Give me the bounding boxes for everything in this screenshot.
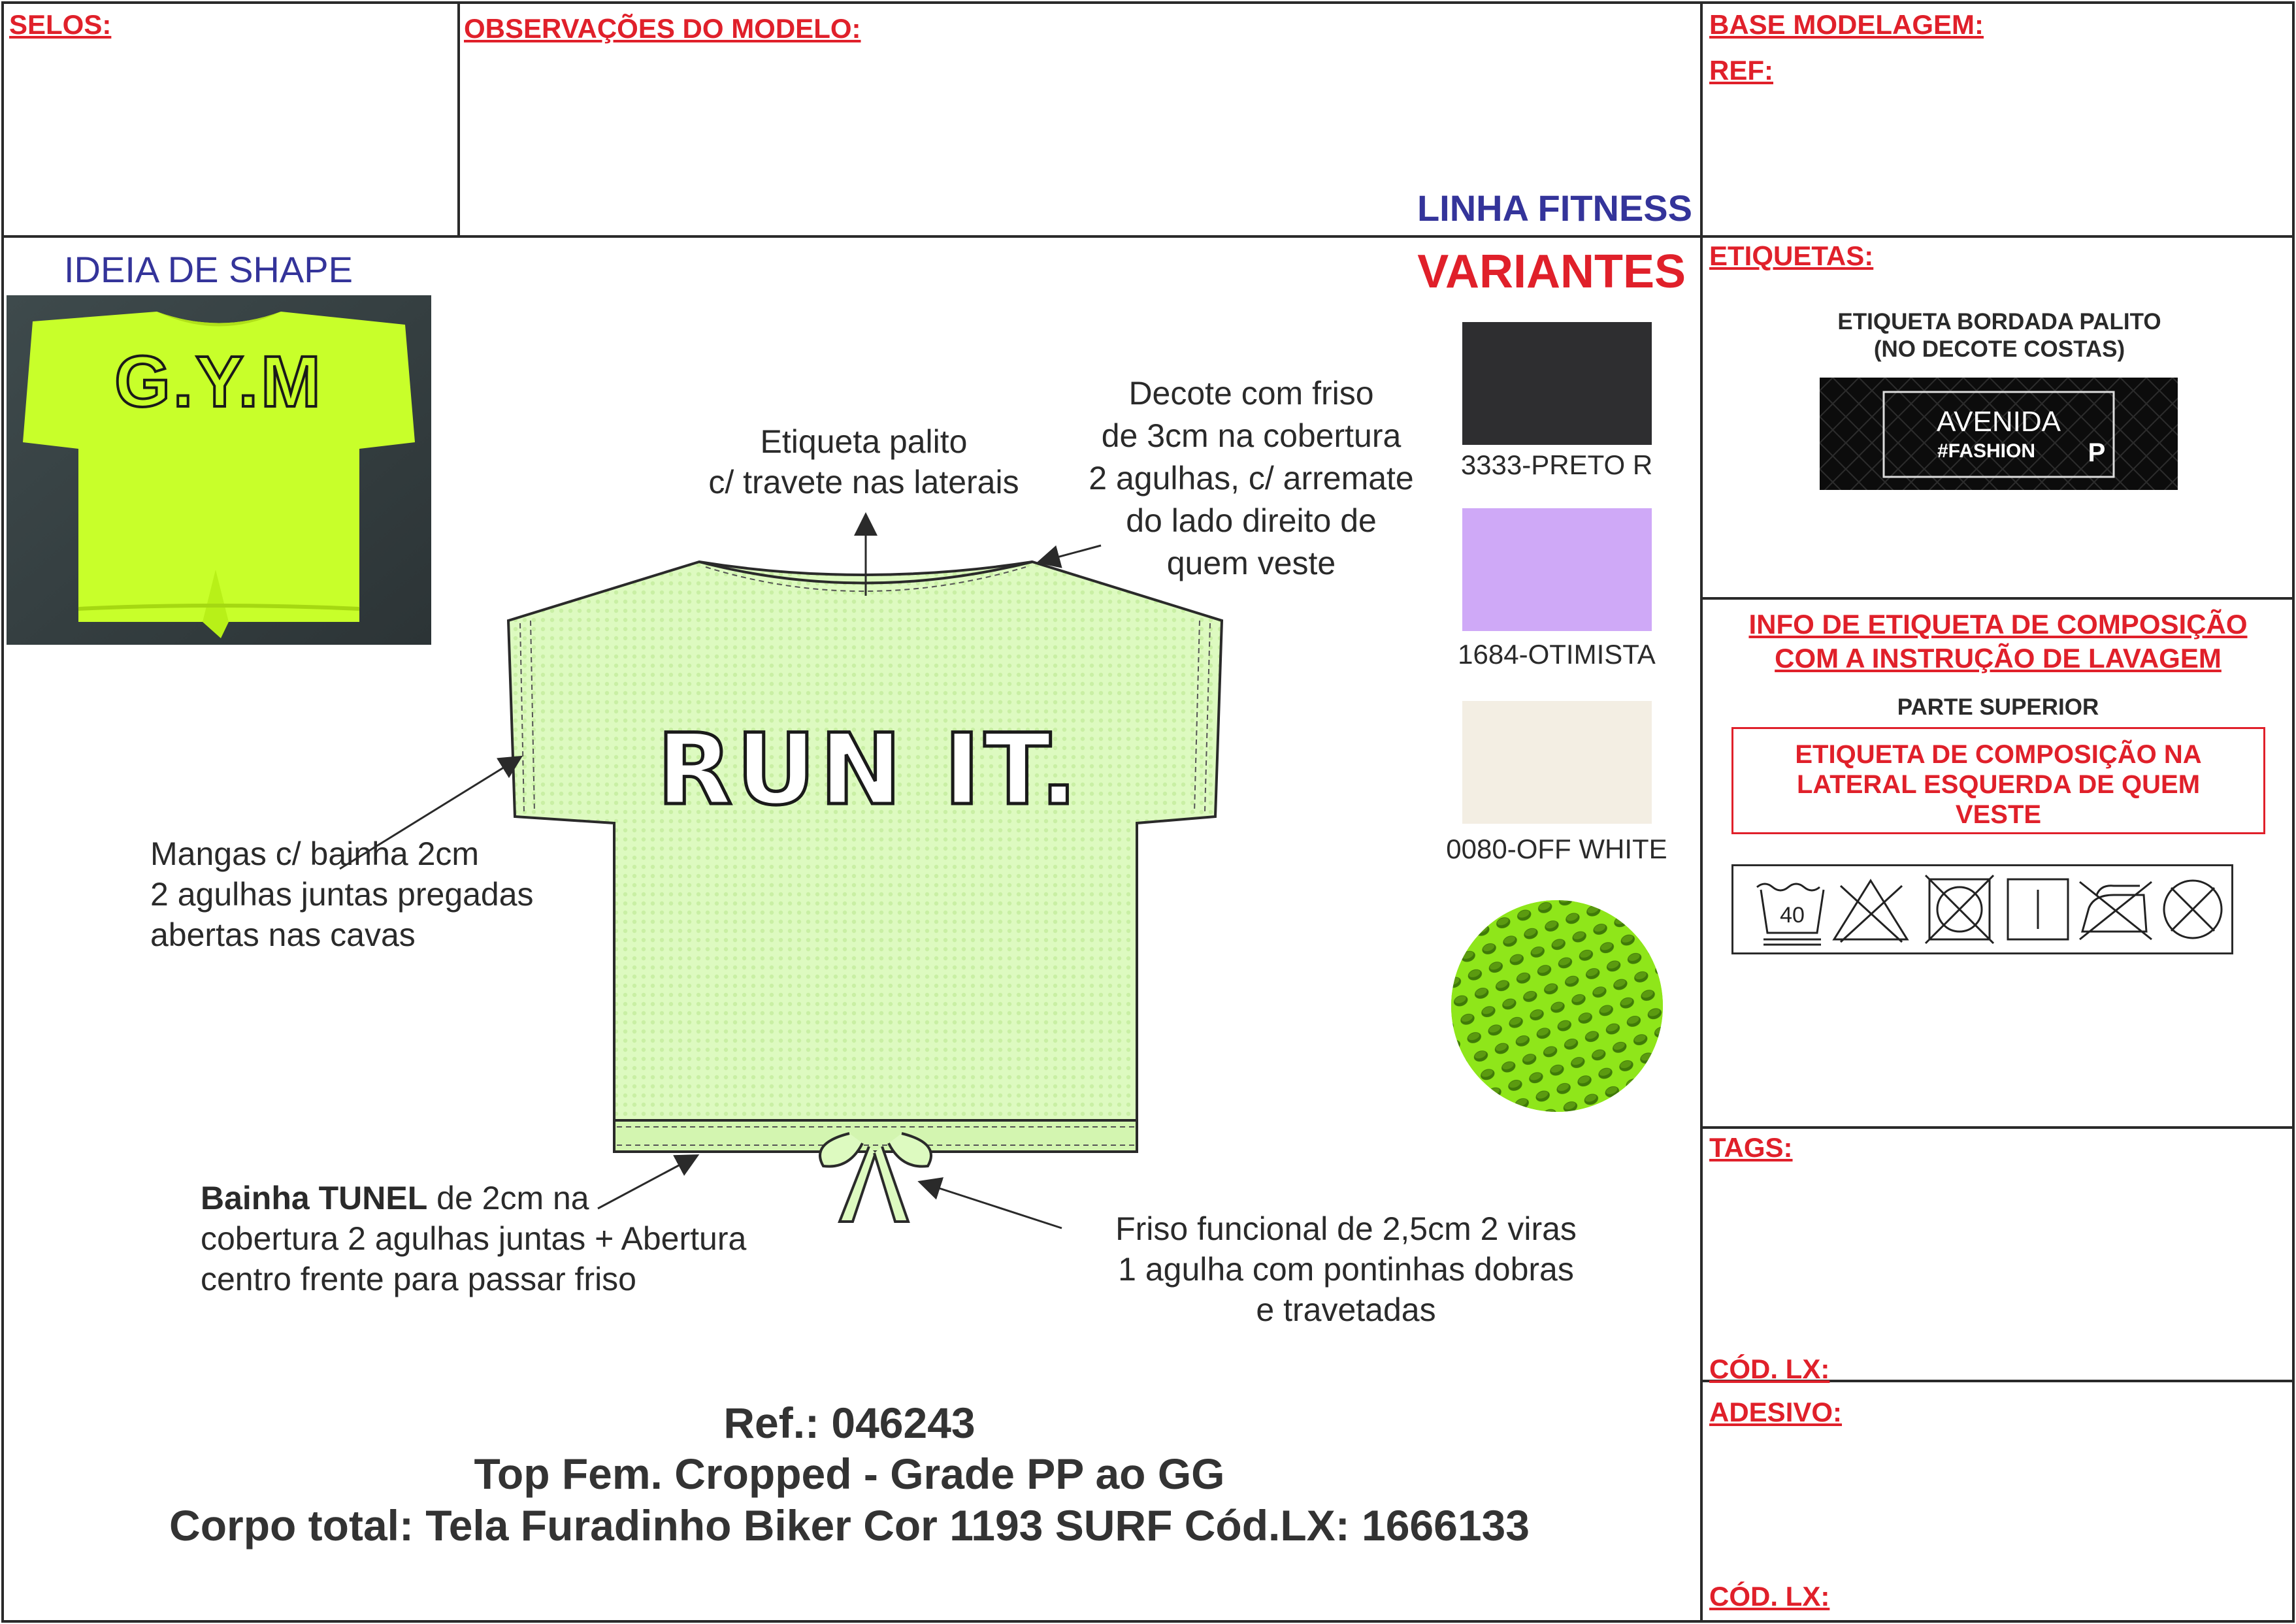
garment-print-text: RUN IT. (657, 713, 1081, 827)
note-friso: Friso funcional de 2,5cm 2 viras 1 agulha com pontinhas dobras e travetadas (1115, 1210, 1577, 1328)
etiquetas-label: ETIQUETAS: (1709, 240, 1874, 271)
no-dry-clean-icon (2157, 866, 2229, 954)
care-symbols (1731, 864, 2233, 954)
footer-ref: Ref.: 046243 (723, 1399, 976, 1447)
cod-lx-label-2: CÓD. LX: (1709, 1581, 1830, 1612)
footer-body: Corpo total: Tela Furadinho Biker Cor 1193 SURF Cód.LX: 1666133 (169, 1501, 1530, 1550)
note-mangas: Mangas c/ bainha 2cm 2 agulhas juntas pregadas abertas nas cavas (150, 836, 534, 953)
divider-sidebar-2 (1700, 597, 2295, 600)
divider-sidebar-1 (1700, 235, 2295, 238)
observacoes-label: OBSERVAÇÕES DO MODELO: (464, 13, 861, 44)
wash-40-icon (1752, 866, 1834, 954)
base-modelagem-label: BASE MODELAGEM: (1709, 9, 1984, 40)
swatch-off-white (1462, 701, 1652, 824)
parte-superior-label: PARTE SUPERIOR (1897, 694, 2099, 720)
line-dry-icon (2001, 866, 2073, 954)
no-iron-icon (2075, 866, 2157, 954)
note-decote: Decote com friso de 3cm na cobertura 2 agulhas, c/ arremate do lado direito de quem veste (1089, 375, 1414, 581)
swatch-preto (1462, 322, 1652, 445)
composicao-box: ETIQUETA DE COMPOSIÇÃO NA LATERAL ESQUERDA DE QUEM VESTE (1731, 727, 2265, 834)
variants-title: VARIANTES (1417, 246, 1686, 298)
divider-sidebar-3 (1700, 1126, 2295, 1129)
ref-label: REF: (1709, 55, 1773, 86)
tags-label: TAGS: (1709, 1132, 1793, 1163)
swatch-otimista (1462, 508, 1652, 631)
info-composicao-title: INFO DE ETIQUETA DE COMPOSIÇÃO COM A INSTRUÇÃO DE LAVAGEM (1748, 609, 2248, 674)
wash-temp: 40 (1780, 903, 1805, 928)
selos-label: SELOS: (9, 9, 112, 40)
brand-label (1820, 378, 2178, 490)
photo-print-text: G.Y.M (114, 342, 323, 422)
brand-label-size: P (2088, 438, 2106, 467)
swatch-label-preto: 3333-PRETO R (1460, 449, 1653, 480)
cod-lx-label-1: CÓD. LX: (1709, 1354, 1830, 1384)
brand-label-sub: #FASHION (1937, 440, 2036, 462)
no-bleach-icon (1825, 866, 1916, 954)
shape-title: IDEIA DE SHAPE (64, 249, 353, 290)
fabric-swatch (1428, 877, 1689, 1139)
note-etiqueta-palito: Etiqueta palito c/ travete nas laterais (708, 423, 1019, 500)
note-bainha: Bainha TUNEL de 2cm na cobertura 2 agulhas juntas + Abertura centro frente para passar friso (201, 1180, 747, 1297)
adesivo-label: ADESIVO: (1709, 1397, 1843, 1427)
footer-product: Top Fem. Cropped - Grade PP ao GG (474, 1450, 1225, 1498)
swatch-label-off-white: 0080-OFF WHITE (1446, 834, 1667, 864)
note-bainha-bold: Bainha TUNEL (201, 1180, 428, 1216)
swatch-label-otimista: 1684-OTIMISTA (1458, 639, 1656, 670)
no-tumble-dry-icon (1920, 866, 1999, 954)
linha-fitness-label: LINHA FITNESS (1417, 187, 1692, 229)
brand-label-name: AVENIDA (1937, 406, 2061, 438)
etiqueta-bordada-text: ETIQUETA BORDADA PALITO (NO DECOTE COSTAS) (1837, 309, 2161, 362)
